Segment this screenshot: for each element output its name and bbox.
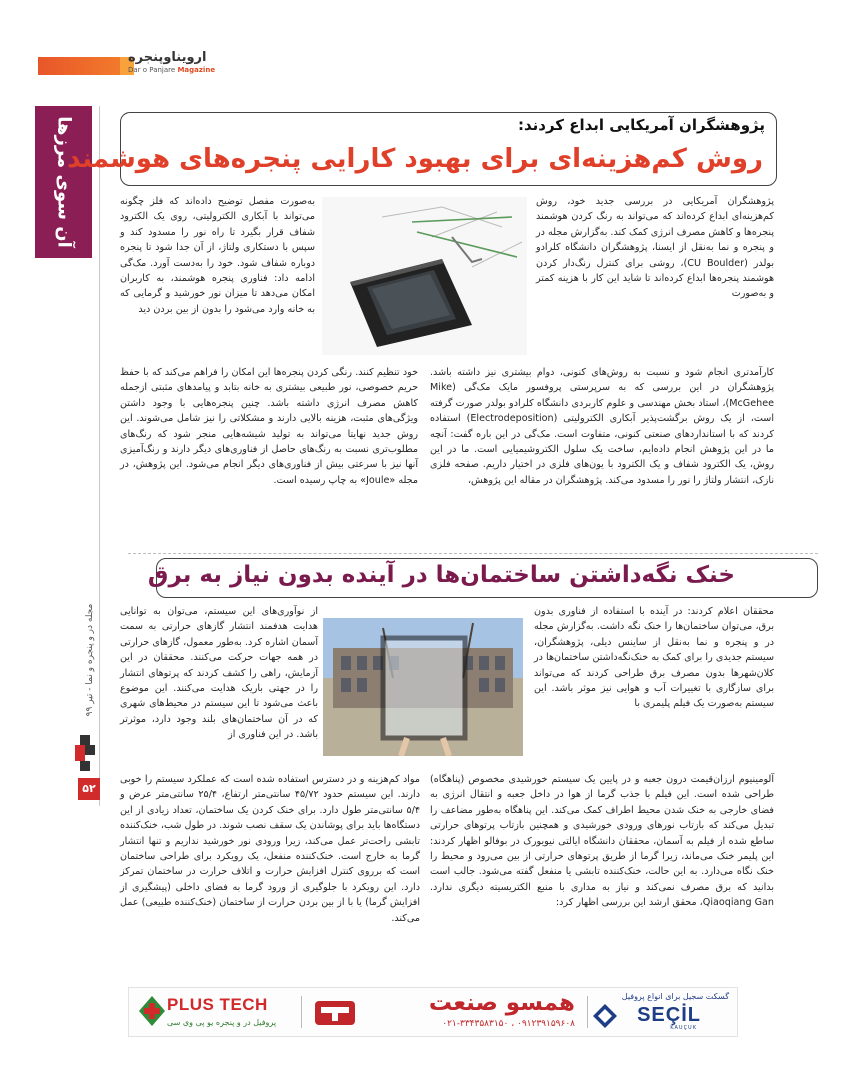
article2-paragraph-3: آلومینیوم ارزان‌قیمت درون جعبه و در پایین یک سیستم خورشیدی مخصوص (پناهگاه) طراحی شده است. این فیلم با جذب گرما از هوا در داخل جعبه و انتقال انرژی به فضای خارجی به خنک شدن محیط اطراف کمک می‌کند. این پناهگاه به‌طور مضاعف را تبدیل می‌کند که بازتاب نورهای ورودی خورشیدی و همچنین بازتاب پرتوهای حرارتی ساطع شده از فیلم به آسمان، محققان دانشگاه ایالتی نیویورک در بوفالو اظهار کردند: این پلیمر خنک می‌ماند، زیرا گرما از طریق پرتوهای حرارتی از بین می‌رود و محیط را خنک نگاه می‌دارد. به این حالت، خنک‌کننده تابشی یا منفعل گفته می‌شود. جالب است بدانید که برق مصرف نمی‌کند و نیاز به مداری با منبع الکتریسیته دیگری ندارد. Qiaoqiang Gan، محقق ارشد این بررسی اظهار کرد:	[430, 774, 774, 909]
article2-paragraph-2: از نوآوری‌های این سیستم، می‌توان به توانایی هدایت هدفمند انتشار گازهای حرارتی به سمت آسمان اشاره کرد. به‌طور معمول، گازهای حرارتی در همه جهات حرکت می‌کنند. محققان در این آزمایش، راهی را کشف کردند که پرتوهای انتشار را در جهتی باریک هدایت می‌کنند. این موضوع باعث می‌شود تا این سیستم در محیط‌های شهری که در آن ساختمان‌های بلند وجود دارد، موثرتر باشد. در این فناوری از	[120, 606, 318, 741]
hamsou-name: همسو صنعت	[428, 990, 575, 1016]
logo-text: ارویناوپنجره	[128, 50, 207, 65]
ad-secil[interactable]	[589, 992, 729, 1032]
section-tab	[35, 106, 92, 258]
secil-logo-icon	[593, 1004, 617, 1028]
article1-kicker: پژوهشگران آمریکایی ابداع کردند:	[517, 116, 765, 134]
article1-title: روش کم‌هزینه‌ای برای بهبود کارایی پنجره‌های هوشمند	[67, 144, 763, 174]
hamsou-phone: ۰۲۱-۳۳۴۳۵۸۳۱۵۰ ، ۰۹۱۲۳۹۱۵۹۶۰۸	[442, 1019, 575, 1029]
hamsou-logo-icon	[315, 997, 355, 1027]
article2-col-left-bottom	[120, 772, 420, 926]
article2-paragraph-4: مواد کم‌هزینه و در دسترس استفاده شده است که عملکرد سیستم را خوبی دارند. این سیستم حدود ۴۵/۷۲ سانتی‌متر ارتفاع، ۲۵/۴ سانتی‌متر عرض و ۵/۴ سانتی‌متر طول دارد. برای خنک کردن یک ساختمان، تعداد زیادی از این دستگاه‌ها باید برای پوشاندن یک سقف نصب شوند. در طول شب، خنک‌کننده تابشی راحت‌تر عمل می‌کند، زیرا ورودی نور خورشید نداریم و تنها انتشار گرما به خارج است. خنک‌کننده منفعل، یک رویکرد برای طراحی ساختمان است که برروی کنترل افزایش حرارت و اتلاف حرارت در ساختمان تمرکز دارد. این رویکرد با جلوگیری از ورود گرما به فضای داخلی (پیشگیری از افزایش گرما) یا با از بین بردن حرارت از ساختمان (خنک‌کننده طبیعی) عمل می‌کند.	[120, 774, 420, 924]
article1-paragraph-1: پژوهشگران آمریکایی در بررسی جدید خود، روش کم‌هزینه‌ای ابداع کرده‌اند که می‌تواند به رنگ کردن هوشمند پنجره‌ها و کاهش مصرف انرژی کمک کند. به‌گزارش مجله در و پنجره و نما به‌نقل از ایسنا، پژوهشگران دانشگاه کلرادو بولدر (CU Boulder)، روشی برای کنترل رنگ‌دار کردن هوشمند پنجره‌ها ابداع کرده‌اند تا شاید این کار با هزینه کمتر و به‌صورت	[536, 196, 775, 300]
logo-subtitle	[128, 66, 238, 74]
article-divider	[128, 553, 818, 554]
article1-paragraph-3: کارآمدتری انجام شود و نسبت به روش‌های کنونی، دوام بیشتری نیز داشته باشد. پژوهشگران در این بررسی که به سرپرستی پروفسور مایک مک‌گی (Mike McGehee)، استاد بخش مهندسی و علوم کاربردی دانشگاه کلرادو بولدر صورت گرفته است، از یک روش برگشت‌پذیر آبکاری الکترولیتی (Electrodeposition) استفاده کردند که با استانداردهای صنعتی کنونی، متفاوت است. مک‌گی در این باره گفت: آنچه ما در این پژوهش انجام داده‌ایم، ساخت یک سلول الکتروشیمیایی است. ما در این روش، یک الکترود شفاف و یک الکترود با یون‌های فلزی در اختیار داریم. صفحه فلزی نازک، انتشار ولتاژ را نور را مسدود می‌کند. پژوهشگران در مقاله این پژوهش،	[430, 367, 774, 486]
article2-col-right-bottom	[430, 772, 774, 911]
article2-paragraph-1: محققان اعلام کردند: در آینده با استفاده از فناوری بدون برق، می‌توان ساختمان‌ها را خنک نگه داشت. به‌گزارش مجله در و پنجره و نما به‌نقل از ساینس دیلی، پژوهشگران، سیستم جدیدی را برای کمک به خنک‌نگه‌داشتن ساختمان‌ها در کلان‌شهرها بدون مصرف برق طراحی کردند که می‌تواند برای سازگاری با تغییرات آب و هوایی نیز موثر باشد. این سیستم به‌صورت یک فیلم پلیمری با	[534, 606, 774, 710]
ad-hamsou-sanat[interactable]	[309, 992, 579, 1032]
sidebar-divider	[99, 106, 100, 806]
article2-building-film-photo	[323, 618, 523, 756]
plustech-logo-icon	[139, 996, 165, 1026]
article2-col-right-top	[534, 604, 774, 712]
secil-subname: KAUÇUK	[670, 1025, 697, 1031]
article1-col-right-bottom	[430, 365, 774, 488]
plustech-subtitle: پروفیل در و پنجره یو پی وی سی	[167, 1018, 277, 1027]
secil-tagline: گسکت سجیل برای انواع پروفیل	[621, 992, 729, 1001]
ad-plustech[interactable]	[139, 994, 289, 1030]
logo-sub-suffix: Magazine	[177, 66, 216, 74]
magazine-logo	[128, 50, 238, 82]
article1-col-left-bottom	[120, 365, 418, 488]
article1-smart-window-photo	[322, 197, 527, 355]
article1-col-left-top	[120, 194, 315, 317]
ad-separator	[301, 996, 302, 1028]
article1-paragraph-2: به‌صورت مفصل توضیح داده‌اند که فلز چگونه می‌تواند با آبکاری الکترولیتی، روی یک الکترود شفاف قرار بگیرد تا راه نور را مسدود کند و سپس با دستکاری ولتاژ، از آن جدا شود تا پنجره دوباره شفاف شود. خود را به‌دست آورد. مک‌گی ادامه داد: فناوری پنجره هوشمند، به کاربران امکان می‌دهد تا میزان نور خورشید و گرمایی که به خانه وارد می‌شود را بدون از بین بردن دید	[120, 196, 315, 315]
article1-col-right-top	[536, 194, 774, 302]
journal-issue-text: مجله در و پنجره و نما - تیر ۹۹	[85, 603, 95, 717]
header-color-stripe	[38, 57, 120, 75]
logo-sub-prefix: Dar o Panjare	[128, 66, 176, 74]
ad-separator	[587, 996, 588, 1028]
plustech-name: PLUS TECH	[167, 995, 268, 1014]
journal-issue-line	[82, 560, 98, 760]
magazine-emblem-icon	[73, 733, 97, 773]
article1-paragraph-4: خود تنظیم کنند. رنگی کردن پنجره‌ها این امکان را فراهم می‌کند که با حفظ حریم خصوصی، نور طبیعی بیشتری به خانه بتابد و پیامدهای مثبتی ازجمله کاهش مصرف انرژی داشته باشد. چنین پنجره‌هایی با وجود داشتن ویژگی‌های مثبت، هزینه بالایی دارند و مشکلاتی را نیز شامل می‌شوند. این روش جدید نهایتا می‌تواند به تولید شیشه‌هایی منجر شود که رنگ‌های مطلوب‌تری نسبت به رنگ‌های حاصل از فناوری‌های دیگر دارند و رنگ‌آمیزی آنها نیز با سرعتی بیش از فناوری‌های دیگر انجام می‌شود. این پژوهش، در مجله «Joule» به چاپ رسیده است.	[120, 367, 418, 486]
secil-name: SEÇİL	[637, 1004, 701, 1026]
section-tab-label: آن سوی مرزها	[53, 116, 74, 248]
page-number: ۵۲	[78, 778, 100, 800]
article2-col-left-top	[120, 604, 318, 743]
advertisement-strip[interactable]	[128, 987, 738, 1037]
article2-title: خنک نگه‌داشتن ساختمان‌ها در آینده بدون نیاز به برق	[147, 562, 735, 588]
